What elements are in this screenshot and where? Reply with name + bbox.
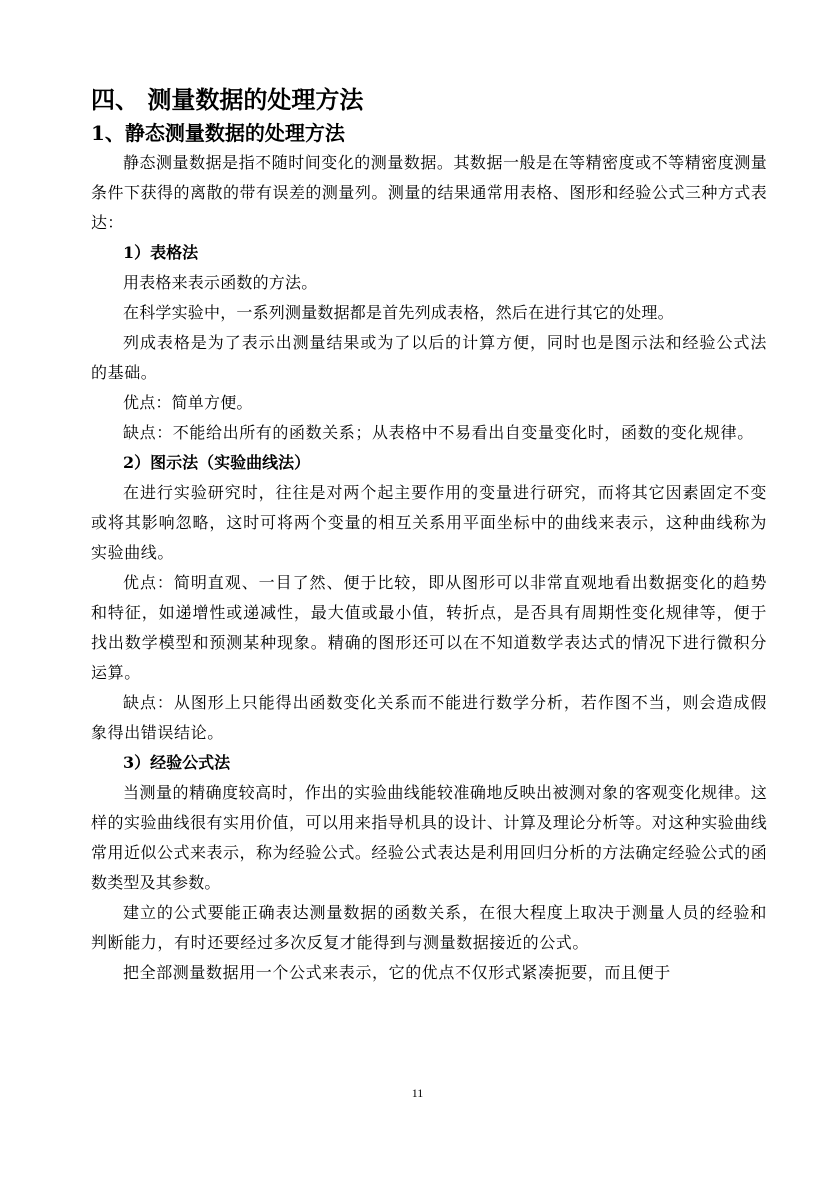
table-method-paragraph: 在科学实验中，一系列测量数据都是首先列成表格，然后在进行其它的处理。 (123, 303, 674, 322)
table-method-disadvantage: 缺点：不能给出所有的函数关系；从表格中不易看出自变量变化时，函数的变化规律。 (123, 423, 754, 442)
formula-method-paragraph: 建立的公式要能正确表达测量数据的函数关系，在很大程度上取决于测量人员的经验和判断能力，有时还要经过多次反复才能得到与测量数据接近的公式。 (91, 903, 767, 952)
page-number: 11 (411, 1086, 424, 1100)
section-heading: 四、 测量数据的处理方法 (91, 85, 364, 114)
graph-method-advantage: 优点：简明直观、一目了然、便于比较，即从图形可以非常直观地看出数据变化的趋势和特征，如递增性或递减性，最大值或最小值，转折点，是否具有周期性变化规律等，便于找出数学模型和预测某种现象。精确的图形还可以在不知道数学表达式的情况下进行微积分运算。 (91, 573, 767, 682)
formula-method-paragraph: 把全部测量数据用一个公式来表示，它的优点不仅形式紧凑扼要，而且便于 (123, 963, 671, 982)
formula-method-heading: 3）经验公式法 (123, 753, 231, 772)
graph-method-paragraph: 在进行实验研究时，往往是对两个起主要作用的变量进行研究，而将其它因素固定不变或将其影响忽略，这时可将两个变量的相互关系用平面坐标中的曲线来表示，这种曲线称为实验曲线。 (91, 483, 767, 562)
intro-paragraph: 静态测量数据是指不随时间变化的测量数据。其数据一般是在等精密度或不等精密度测量条件下获得的离散的带有误差的测量列。测量的结果通常用表格、图形和经验公式三种方式表达： (91, 153, 767, 232)
formula-method-paragraph: 当测量的精确度较高时，作出的实验曲线能较准确地反映出被测对象的客观变化规律。这样的实验曲线很有实用价值，可以用来指导机具的设计、计算及理论分析等。对这种实验曲线常用近似公式来表示，称为经验公式。经验公式表达是利用回归分析的方法确定经验公式的函数类型及其参数。 (91, 783, 767, 892)
subsection-heading: 1、静态测量数据的处理方法 (91, 121, 345, 145)
table-method-advantage: 优点：简单方便。 (123, 393, 253, 412)
table-method-heading: 1）表格法 (123, 243, 199, 262)
table-method-paragraph: 用表格来表示函数的方法。 (123, 273, 318, 292)
page-content (91, 82, 767, 988)
table-method-paragraph: 列成表格是为了表示出测量结果或为了以后的计算方便，同时也是图示法和经验公式法的基础。 (91, 333, 767, 382)
graph-method-heading: 2）图示法（实验曲线法） (123, 453, 311, 472)
graph-method-disadvantage: 缺点：从图形上只能得出函数变化关系而不能进行数学分析，若作图不当，则会造成假象得出错误结论。 (91, 693, 767, 742)
